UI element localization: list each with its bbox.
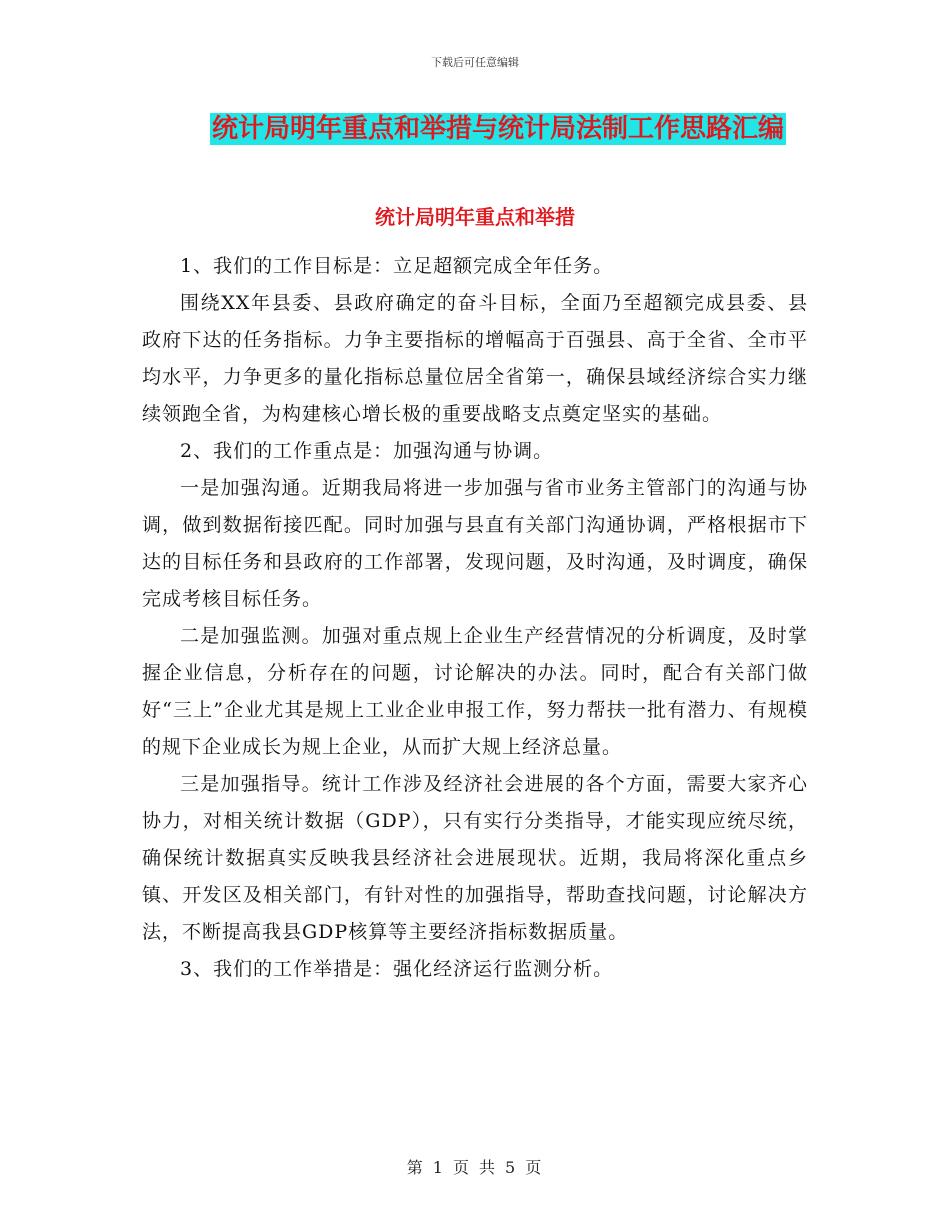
doc-title: 统计局明年重点和举措与统计局法制工作思路汇编 bbox=[211, 114, 784, 144]
paragraph-goal-heading: 1、我们的工作目标是：立足超额完成全年任务。 bbox=[180, 255, 614, 277]
document-body bbox=[142, 248, 808, 988]
footer-page-number: 1 bbox=[432, 1158, 445, 1177]
paragraph-monitoring: 二是加强监测。加强对重点规上企业生产经营情况的分析调度，及时掌握企业信息，分析存在的问题，讨论解决的办法。同时，配合有关部门做好“三上”企业尤其是规上工业企业申报工作，努力帮扶一批有潜力、有规模的规下企业成长为规上企业，从而扩大规上经济总量。 bbox=[142, 625, 808, 758]
header-note: 下载后可任意编辑 bbox=[431, 56, 519, 69]
footer-mid: 页 bbox=[452, 1158, 471, 1177]
doc-title-container bbox=[0, 113, 950, 145]
page-footer bbox=[0, 1155, 950, 1178]
footer-suffix: 页 bbox=[525, 1158, 544, 1177]
paragraph-focus-heading: 2、我们的工作重点是：加强沟通与协调。 bbox=[180, 440, 554, 462]
section-title: 统计局明年重点和举措 bbox=[375, 205, 575, 229]
paragraph-measures-heading: 3、我们的工作举措是：强化经济运行监测分析。 bbox=[180, 958, 614, 980]
footer-total-prefix: 共 bbox=[479, 1158, 498, 1177]
footer-total-pages: 5 bbox=[505, 1158, 518, 1177]
footer-prefix: 第 bbox=[406, 1158, 425, 1177]
paragraph-goal-detail: 围绕XX年县委、县政府确定的奋斗目标，全面乃至超额完成县委、县政府下达的任务指标。力争主要指标的增幅高于百强县、高于全省、全市平均水平，力争更多的量化指标总量位居全省第一，确保县域经济综合实力继续领跑全省，为构建核心增长极的重要战略支点奠定坚实的基础。 bbox=[142, 292, 808, 425]
paragraph-guidance: 三是加强指导。统计工作涉及经济社会进展的各个方面，需要大家齐心协力，对相关统计数据（GDP），只有实行分类指导，才能实现应统尽统，确保统计数据真实反映我县经济社会进展现状。近期，我局将深化重点乡镇、开发区及相关部门，有针对性的加强指导，帮助查找问题，讨论解决方法，不断提高我县GDP核算等主要经济指标数据质量。 bbox=[142, 773, 808, 943]
paragraph-communication: 一是加强沟通。近期我局将进一步加强与省市业务主管部门的沟通与协调，做到数据衔接匹配。同时加强与县直有关部门沟通协调，严格根据市下达的目标任务和县政府的工作部署，发现问题，及时沟通，及时调度，确保完成考核目标任务。 bbox=[142, 477, 808, 610]
